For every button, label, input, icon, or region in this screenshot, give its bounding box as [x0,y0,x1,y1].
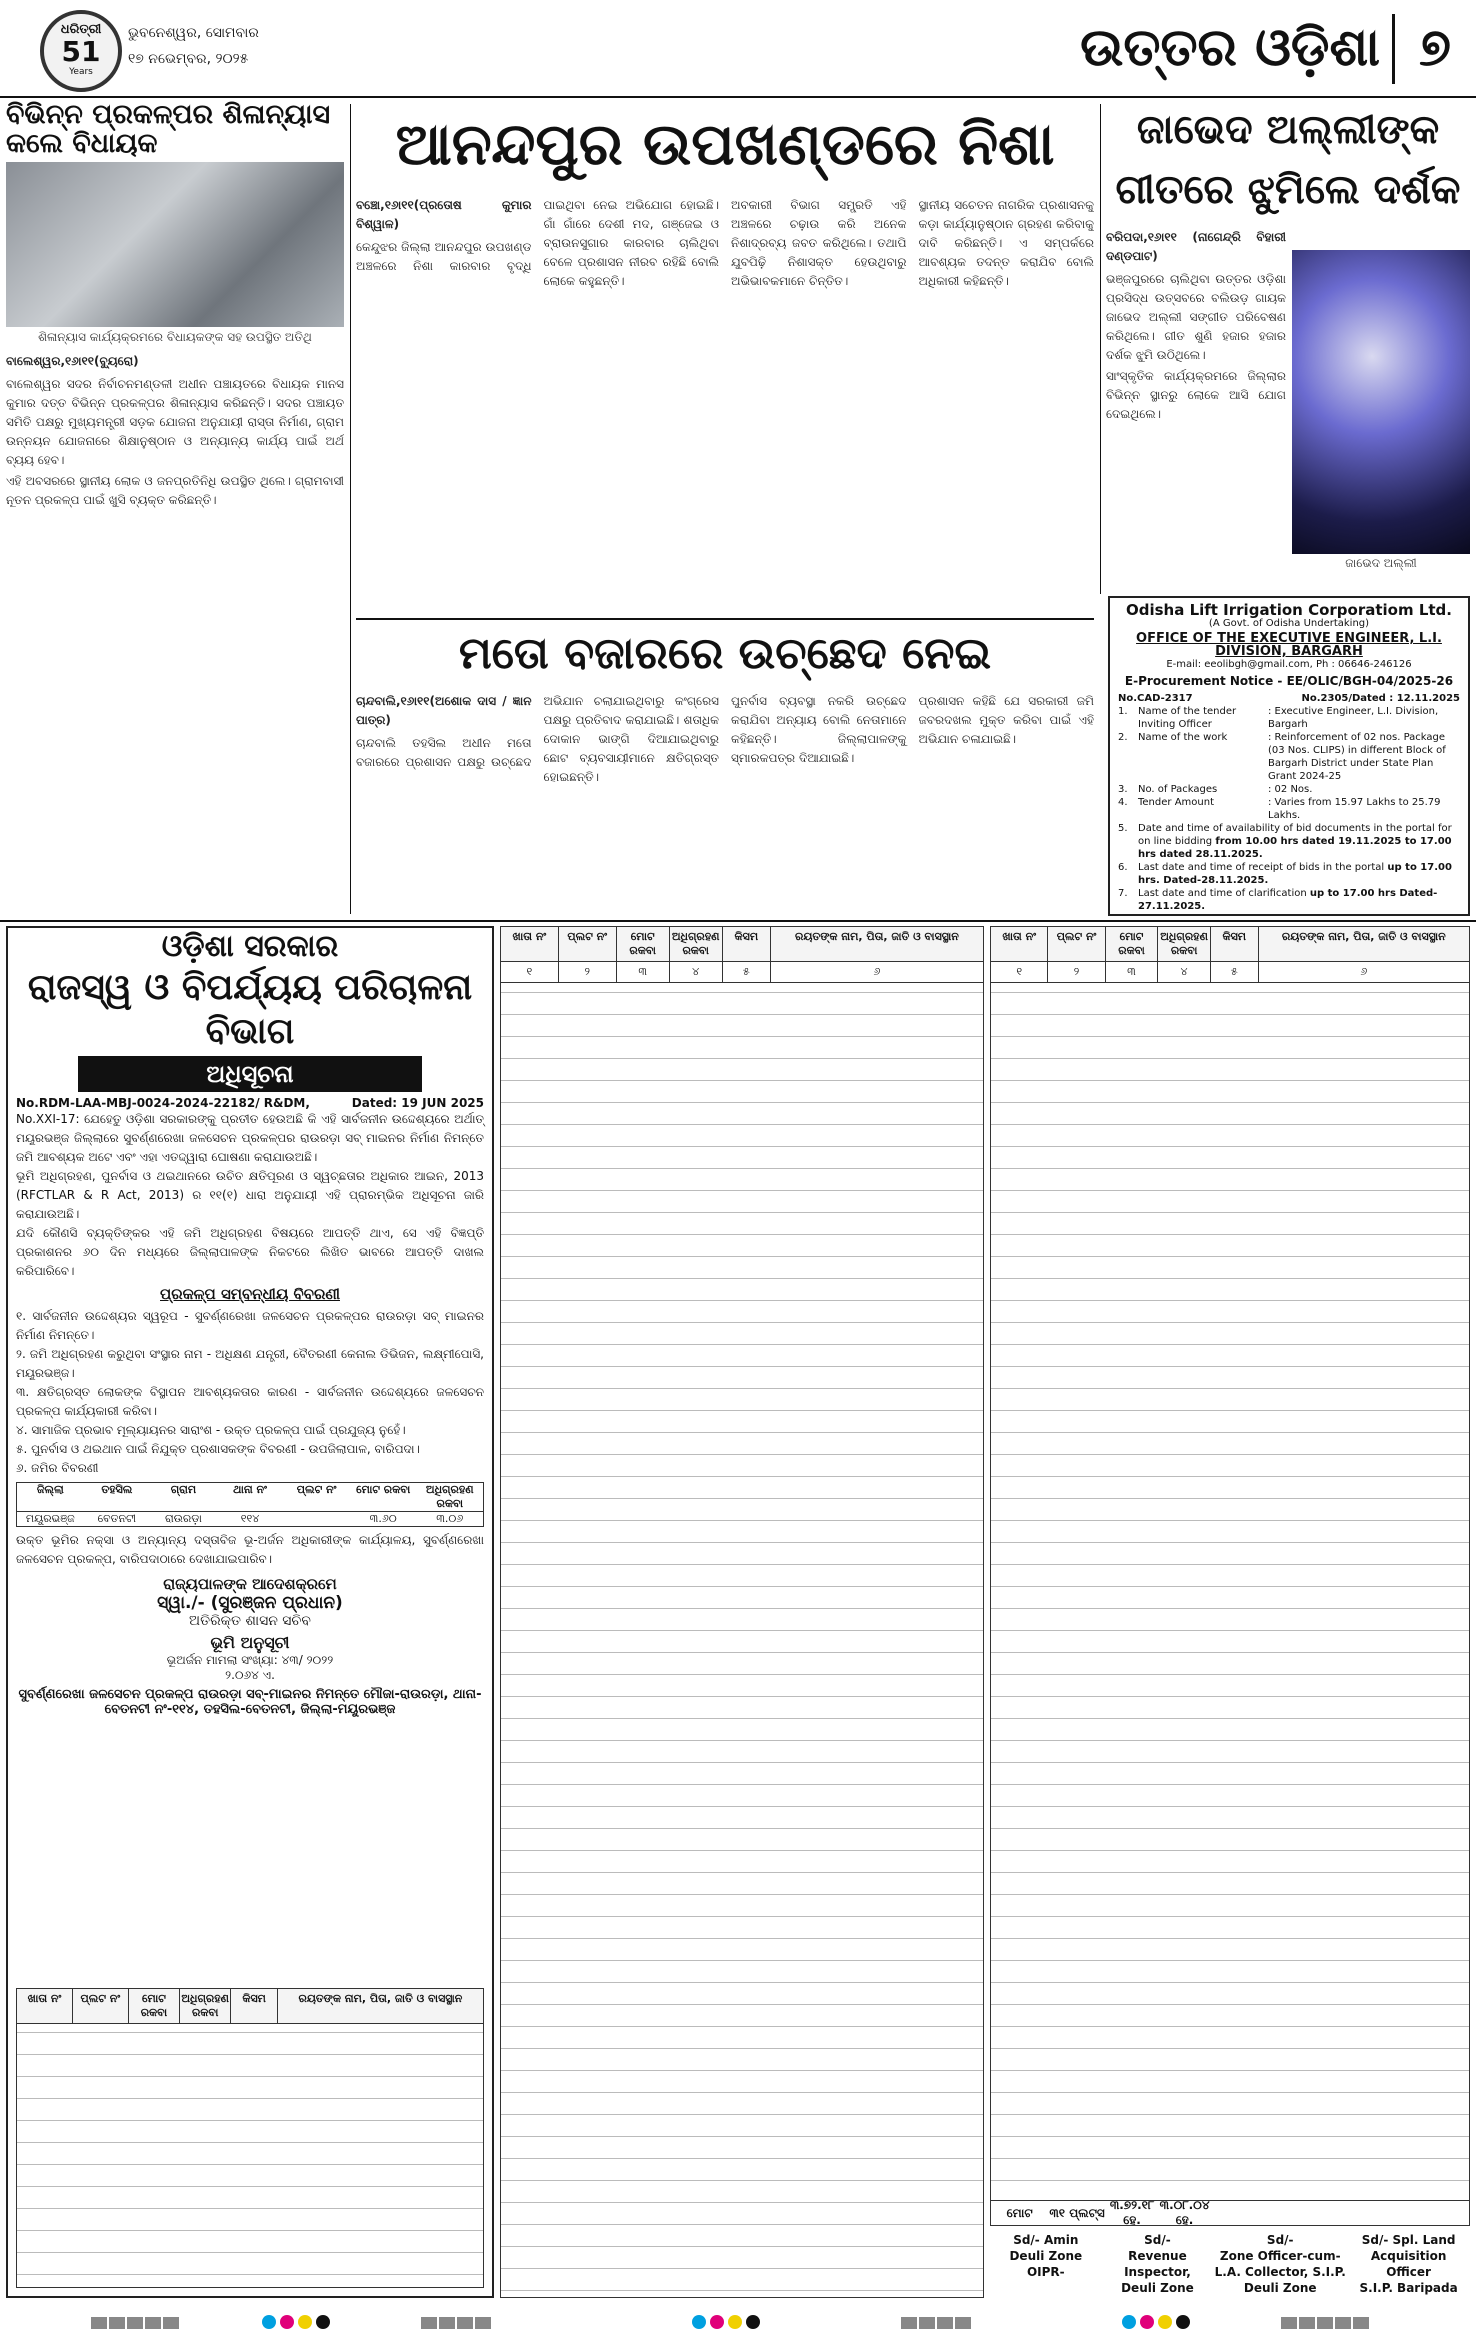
govt-notice [6,926,494,2298]
registration-dots [260,2314,360,2332]
order-line: ରାଜ୍ୟପାଳଙ୍କ ଆଦେଶକ୍ରମେ [163,1575,337,1593]
land-table-colnums: ୧ ୨ ୩ ୪ ୫ ୬ [991,962,1469,983]
tender-row: 5. Date and time of availability of bid documents in the portal for on line bidding from 10.00 hrs dated 19.11.2025 to 17.00 hrs dated 28.11.2025. [1118,823,1452,860]
logo-word: ଧରିତ୍ରୀ [60,22,102,37]
notice-para: No.XXI-17: ଯେହେତୁ ଓଡ଼ିଶା ସରକାରଙ୍କୁ ପ୍ରତୀତ ହେଉଅଛି କି ଏହି ସାର୍ବଜନୀନ ଉଦ୍ଦେଶ୍ୟରେ ଅର୍ଥାତ୍ ମୟୂରଭଞ୍ଜ ଜିଲ୍ଲାରେ ସୁବର୍ଣ୍ଣରେଖା ଜଳସେଚନ ପ୍ରକଳ୍ପର ରାଉରଡ଼ା ସବ୍ ମାଇନର ନିର୍ମାଣ ନିମନ୍ତେ ଜମି ଆବଶ୍ୟକ ଅଟେ ଏବଂ ଏହା ଏତଦ୍ଦ୍ୱାରା ଘୋଷଣା କରାଯାଉଅଛି। [16,1112,484,1164]
tender-ref: No.CAD-2317 [1118,693,1193,704]
tender-row [1118,913,1460,916]
signature-zone-officer: Sd/- Zone Officer-cum- L.A. Collector, S.I.P. Deuli Zone [1214,2233,1346,2295]
case-no: ଭୂଅର୍ଜନ ମାମଲା ସଂଖ୍ୟା: ୪୩/ ୨୦୨୨ [166,1653,334,1667]
notice-item: ୩. କ୍ଷତିଗ୍ରସ୍ତ ଲୋକଙ୍କ ବିସ୍ଥାପନ ଆବଶ୍ୟକତାର କାରଣ - ସାର୍ବଜନୀନ ଉଦ୍ଦେଶ୍ୟରେ ଜଳସେଚନ ପ୍ରକଳ୍ପ କାର୍ଯ୍ୟକାରୀ କରିବା। [16,1385,484,1418]
land-table-head: ଖାତା ନଂ ପ୍ଲଟ ନଂ ମୋଟ ରକବା ଅଧିଗ୍ରହଣ ରକବା କିସମ ରୟତଙ୍କ ନାମ, ପିତା, ଜାତି ଓ ବାସସ୍ଥାନ [991,927,1469,962]
registration-dot [1122,2315,1136,2329]
page-section-name: ଉତ୍ତର ଓଡ଼ିଶା [1080,18,1380,78]
registration-dots [1120,2314,1220,2332]
notice-item: ୨. ଜମି ଅଧିଗ୍ରହଣ କରୁଥିବା ସଂସ୍ଥାର ନାମ - ଅଧିକ୍ଷଣ ଯନ୍ତ୍ରୀ, ବୈତରଣୀ କେନାଲ ଡିଭିଜନ, ଲକ୍ଷ୍ମୀପୋସି, ମୟୂରଭଞ୍ଜ। [16,1347,484,1380]
registration-bars-right [1280,2314,1440,2332]
page-number: ୭ [1419,18,1451,78]
story1-byline: ବାଲେଶ୍ୱର,୧୬ା୧୧(ବ୍ୟୁରୋ) [6,354,139,368]
tender-notice [1108,596,1470,916]
notice-item: ୬. ଜମିର ବିବରଣୀ [16,1461,99,1475]
notice-date: Dated: 19 JUN 2025 [351,1096,484,1110]
land-table-1 [16,1988,484,2288]
signature-ri: Sd/- Revenue Inspector, Deuli Zone [1121,2233,1194,2295]
notice-item: ୫. ପୁନର୍ବାସ ଓ ଥଇଥାନ ପାଇଁ ନିଯୁକ୍ତ ପ୍ରଶାସକଙ୍କ ବିବରଣୀ - ଉପଜିଲାପାଳ, ବାରିପଦା। [16,1442,420,1456]
registration-dot [1158,2315,1172,2329]
section-title: ପ୍ରକଳ୍ପ ସମ୍ବନ୍ଧୀୟ ବିବରଣୀ [160,1285,340,1303]
land-table-3 [990,926,1470,2226]
tender-org-sub: (A Govt. of Odisha Undertaking) [1208,618,1370,629]
tender-office: OFFICE OF THE EXECUTIVE ENGINEER, L.I. DIVISION, BARGARH [1136,631,1442,659]
place-day: ଭୁବନେଶ୍ୱର, ସୋମବାର [128,25,259,41]
land-table-head: ଖାତା ନଂ ପ୍ଲଟ ନଂ ମୋଟ ରକବା ଅଧିଗ୍ରହଣ ରକବା କିସମ ରୟତଙ୍କ ନାମ, ପିତା, ଜାତି ଓ ବାସସ୍ଥାନ [17,1989,483,2024]
story4-headline: ମତୋ ବଜାରରେ ଉଚ୍ଛେଦ ନେଇ [458,628,992,679]
story4-body [356,692,1094,912]
land-table-total: ମୋଟ ୩୧ ପ୍ଲଟ୍ସ ୩.୭୨.୧୮ ହେ. ୩.୦୮.୦୪ ହେ. [991,2200,1469,2225]
land-table-head: ଖାତା ନଂ ପ୍ଲଟ ନଂ ମୋଟ ରକବା ଅଧିଗ୍ରହଣ ରକବା କିସମ ରୟତଙ୍କ ନାମ, ପିତା, ଜାତି ଓ ବାସସ୍ଥାନ [501,927,983,962]
registration-dot [280,2315,294,2329]
story4-byline: ଚାନ୍ଦବାଲି,୧୬ା୧୧(ଅଶୋକ ଦାସ / ଜ୍ଞାନ ପାତ୍ର) [356,694,532,727]
notice-para: ଯଦି କୌଣସି ବ୍ୟକ୍ତିଙ୍କର ଏହି ଜମି ଅଧିଗ୍ରହଣ ବିଷୟରେ ଆପତ୍ତି ଥାଏ, ସେ ଏହି ବିଜ୍ଞପ୍ତି ପ୍ରକାଶନର ୬୦ ଦିନ ମଧ୍ୟରେ ଜିଲ୍ଲାପାଳଙ୍କ ନିକଟରେ ଲିଖିତ ଭାବରେ ଆପତ୍ତି ଦାଖଲ କରିପାରିବେ। [16,1226,484,1278]
story3-headline: ଜାଭେଦ ଅଲ୍ଲୀଙ୍କ ଗୀତରେ ଝୁମିଲେ ଦର୍ଶକ [1115,107,1461,213]
notice-ref-row [16,1096,484,1110]
story3-para: ଭଞ୍ଜପୁରରେ ଚାଲିଥିବା ଉତ୍ତର ଓଡ଼ିଶା ପ୍ରସିଦ୍ଧ ଉତ୍ସବରେ ବଲିଉଡ଼ ଗାୟକ ଜାଭେଦ ଅଲ୍ଲୀ ସଙ୍ଗୀତ ପରିବେଷଣ କରିଥିଲେ। ଗୀତ ଶୁଣି ହଜାର ହଜାର ଦର୍ଶକ ଝୁମି ଉଠିଥିଲେ। [1106,272,1286,362]
registration-dot [298,2315,312,2329]
registration-bars [420,2314,560,2332]
logo-number: 51 [61,35,101,68]
notice-para: ଭୂମି ଅଧିଗ୍ରହଣ, ପୁନର୍ବାସ ଓ ଥଇଥାନରେ ଉଚିତ କ୍ଷତିପୂରଣ ଓ ସ୍ୱଚ୍ଛତାର ଅଧିକାର ଆଇନ, 2013 (RFCTLAR & R Act, 2013) ର ୧୧(୧) ଧାରା ଅନୁଯାୟୀ ଏହି ପ୍ରାରମ୍ଭିକ ଅଧିସୂଚନା ଜାରି କରାଯାଉଅଛି। [16,1169,484,1221]
masthead-logo [40,10,122,92]
land-table-colnums: ୧ ୨ ୩ ୪ ୫ ୬ [501,962,983,983]
story1-body [6,352,344,914]
story3-caption: ଜାଭେଦ ଅଲ୍ଲୀ [1345,556,1417,570]
registration-dot [1176,2315,1190,2329]
notice-closing: ଉକ୍ତ ଭୂମିର ନକ୍ସା ଓ ଅନ୍ୟାନ୍ୟ ଦସ୍ତାବିଜ ଭୂ-ଅର୍ଜନ ଅଧିକାରୀଙ୍କ କାର୍ଯ୍ୟାଳୟ, ସୁବର୍ଣ୍ଣରେଖା ଜଳସେଚନ ପ୍ରକଳ୍ପ, ବାରିପଦାଠାରେ ଦେଖାଯାଇପାରିବ। [16,1533,484,1566]
section-rule [0,920,1476,922]
story2-byline: ବଞ୍ଚୋ,୧୬ା୧୧(ପ୍ରତୋଷ କୁମାର ବିଶ୍ୱାଳ) [356,198,532,231]
story2-body [356,196,1094,616]
designation: ଅତିରିକ୍ତ ଶାସନ ସଚିବ [189,1613,311,1629]
tender-row: 7. Last date and time of clarification up to 17.00 hrs Dated-27.11.2025. [1118,888,1438,912]
registration-bars [900,2314,1040,2332]
story4-para: ଚାନ୍ଦବାଲି ତହସିଲ ଅଧୀନ ମତୋ ବଜାରରେ ପ୍ରଶାସନ ପକ୍ଷରୁ ଉଚ୍ଛେଦ ଅଭିଯାନ ଚଲାଯାଇଥିବାରୁ କଂଗ୍ରେସ ପକ୍ଷରୁ ପ୍ରତିବାଦ କରାଯାଇଛି। ଶତାଧିକ ଦୋକାନ ଭାଙ୍ଗି ଦିଆଯାଇଥିବାରୁ ଛୋଟ ବ୍ୟବସାୟୀମାନେ କ୍ଷତିଗ୍ରସ୍ତ ହୋଇଛନ୍ତି। [356,694,719,784]
story1-photo [6,162,344,327]
registration-dot [316,2315,330,2329]
masthead-divider [1392,14,1395,84]
date: ୧୭ ନଭେମ୍ବର, ୨୦୨୫ [128,51,249,67]
registration-dot [1140,2315,1154,2329]
case-area: ୨.୦୬୪ ଏ. [225,1668,275,1682]
signature-spl-officer: Sd/- Spl. Land Acquisition Officer S.I.P. Baripada [1359,2233,1458,2295]
tender-ref-row [1118,692,1460,705]
summary-head: ଜିଲ୍ଲା ତହସିଲ ଗ୍ରାମ ଥାନା ନଂ ପ୍ଲଟ ନଂ ମୋଟ ରକବା ଅଧିଗ୍ରହଣ ରକବା [17,1483,483,1512]
story-rule [356,618,1094,620]
registration-dot [262,2315,276,2329]
story2-headline: ଆନନ୍ଦପୁର ଉପଖଣ୍ଡରେ ନିଶା [395,110,1055,178]
column-rule [1100,104,1101,594]
tender-row: 2. Name of the work : Reinforcement of 02 nos. Package (03 Nos. CLIPS) in different Block of Bargarh District under State Plan Grant 2024-25 [1118,732,1446,782]
schedule-caption: ସୁବର୍ଣ୍ଣରେଖା ଜଳସେଚନ ପ୍ରକଳ୍ପ ରାଉରଡ଼ା ସବ୍-ମାଇନର ନିମନ୍ତେ ମୌଜା-ରାଉରଡ଼ା, ଥାନା-ବେତନଟୀ ନଂ-୧୧୪, ତହସିଲ-ବେତନଟୀ, ଜିଲ୍ଲା-ମୟୂରଭଞ୍ଜ [18,1687,482,1717]
story1-caption: ଶିଳାନ୍ୟାସ କାର୍ଯ୍ୟକ୍ରମରେ ବିଧାୟକଙ୍କ ସହ ଉପସ୍ଥିତ ଅତିଥି [38,330,312,344]
schedule-title: ଭୂମି ଅନୁସୂଚୀ [210,1633,290,1652]
notice-item: ୪. ସାମାଜିକ ପ୍ରଭାବ ମୂଲ୍ୟାୟନର ସାରାଂଶ - ଉକ୍ତ ପ୍ରକଳ୍ପ ପାଇଁ ପ୍ରଯୁଜ୍ୟ ନୁହେଁ। [16,1423,406,1437]
tender-contact: E-mail: eeolibgh@gmail.com, Ph : 06646-246126 [1166,659,1412,670]
land-table-2 [500,926,984,2298]
registration-dot [746,2315,760,2329]
story3-photo [1292,250,1470,554]
story3-body [1106,228,1286,594]
signature-amin: Sd/- Amin Deuli Zone OIPR- [1009,2233,1083,2279]
story3-para: ସାଂସ୍କୃତିକ କାର୍ଯ୍ୟକ୍ରମରେ ଜିଲ୍ଲାର ବିଭିନ୍ନ ସ୍ଥାନରୁ ଲୋକେ ଆସି ଯୋଗ ଦେଇଥିଲେ। [1106,369,1286,421]
registration-dot [692,2315,706,2329]
dept-title: ରାଜସ୍ୱ ଓ ବିପର୍ଯ୍ୟୟ ପରିଚାଳନା ବିଭାଗ [27,967,473,1052]
story2-para: ସ୍ଥାନୀୟ ସଚେତନ ନାଗରିକ ପ୍ରଶାସନକୁ କଡ଼ା କାର୍ଯ୍ୟାନୁଷ୍ଠାନ ଗ୍ରହଣ କରିବାକୁ ଦାବି କରିଛନ୍ତି। ଏ ସମ୍ପର୍କରେ ଆବଶ୍ୟକ ତଦନ୍ତ କରାଯିବ ବୋଲି ଅଧିକାରୀ କହିଛନ୍ତି। [918,198,1094,288]
notice-ref: No.RDM-LAA-MBJ-0024-2024-22182/ R&DM, [16,1096,310,1110]
story2-para: ଅବକାରୀ ବିଭାଗ ସମ୍ପ୍ରତି ଏହି ଅଞ୍ଚଳରେ ଚଢ଼ାଉ କରି ଅନେକ ନିଶାଦ୍ରବ୍ୟ ଜବତ କରିଥିଲେ। ତଥାପି ଯୁବପିଢ଼ି ନିଶାସକ୍ତ ହେଉଥିବାରୁ ଅଭିଭାବକମାନେ ଚିନ୍ତିତ। [731,198,907,288]
land-summary-table [16,1482,484,1527]
tender-no-dated: No.2305/Dated : 12.11.2025 [1301,693,1460,704]
summary-row: ମୟୂରଭଞ୍ଜ ବେତନଟୀ ରାଉରଡ଼ା ୧୧୪ ୩.୬୦ ୩.୦୬ [25,1512,464,1525]
story1-para: ଏହି ଅବସରରେ ସ୍ଥାନୀୟ ଲୋକ ଓ ଜନପ୍ରତିନିଧି ଉପସ୍ଥିତ ଥିଲେ। ଗ୍ରାମବାସୀ ନୂତନ ପ୍ରକଳ୍ପ ପାଇଁ ଖୁସି ବ୍ୟକ୍ତ କରିଛନ୍ତି। [6,474,344,507]
signatory: ସ୍ୱା./- (ସୁରଞ୍ଜନ ପ୍ରଧାନ) [157,1593,343,1613]
signature-row [990,2232,1470,2298]
notice-item: ୧. ସାର୍ବଜନୀନ ଉଦ୍ଦେଶ୍ୟର ସ୍ୱରୂପ - ସୁବର୍ଣ୍ଣରେଖା ଜଳସେଚନ ପ୍ରକଳ୍ପର ରାଉରଡ଼ା ସବ୍ ମାଇନର ନିର୍ମାଣ ନିମନ୍ତେ। [16,1309,484,1342]
adhisuchana-bar: ଅଧିସୂଚନା [78,1056,422,1092]
tender-notice-no: E-Procurement Notice - EE/OLIC/BGH-04/2025-26 [1124,674,1454,688]
story1-para: ବାଲେଶ୍ୱର ସଦର ନିର୍ବାଚନମଣ୍ଡଳୀ ଅଧୀନ ପଞ୍ଚାୟତରେ ବିଧାୟକ ମାନସ କୁମାର ଦତ୍ତ ବିଭିନ୍ନ ପ୍ରକଳ୍ପର ଶିଳାନ୍ୟାସ କରିଛନ୍ତି। ସଦର ପଞ୍ଚାୟତ ସମିତି ପକ୍ଷରୁ ମୁଖ୍ୟମନ୍ତ୍ରୀ ସଡ଼କ ଯୋଜନା ଅନୁଯାୟୀ ରାସ୍ତା ନିର୍ମାଣ, ଗ୍ରାମ ଉନ୍ନୟନ ଯୋଜନାରେ ଶିକ୍ଷାନୁଷ୍ଠାନ ଓ ଅନ୍ୟାନ୍ୟ କାର୍ଯ୍ୟ ପାଇଁ ଅର୍ଥ ବ୍ୟୟ ହେବ। [6,377,344,467]
tender-row: 3. No. of Packages : 02 Nos. [1118,784,1313,795]
story4-para: ପୁନର୍ବାସ ବ୍ୟବସ୍ଥା ନକରି ଉଚ୍ଛେଦ କରାଯିବା ଅନ୍ୟାୟ ବୋଲି ନେତାମାନେ କହିଛନ୍ତି। ଜିଲ୍ଲାପାଳଙ୍କୁ ସ୍ମାରକପତ୍ର ଦିଆଯାଇଛି। [731,694,907,765]
masthead-rule [0,96,1476,98]
story4-para: ପ୍ରଶାସନ କହିଛି ଯେ ସରକାରୀ ଜମି ଜବରଦଖଲ ମୁକ୍ତ କରିବା ପାଇଁ ଏହି ଅଭିଯାନ ଚଳାଯାଇଛି। [918,694,1094,746]
story3-byline: ବରିପଦା,୧୬ା୧୧ (ନାଗେନ୍ଦ୍ରି ବିହାରୀ ଦଣ୍ଡପାଟ) [1106,230,1286,263]
tender-org: Odisha Lift Irrigation Corporatiom Ltd. [1125,601,1452,619]
tender-row: 6. Last date and time of receipt of bids in the portal up to 17.00 hrs. Dated-28.11.2025. [1118,862,1452,886]
gov-title: ଓଡ଼ିଶା ସରକାର [161,929,339,964]
registration-dots [690,2314,790,2332]
story1-headline: ବିଭିନ୍ନ ପ୍ରକଳ୍ପର ଶିଳାନ୍ୟାସ କଲେ ବିଧାୟକ [6,100,331,158]
tender-row: 4. Tender Amount : Varies from 15.97 Lakhs to 25.79 Lakhs. [1118,797,1441,821]
column-rule [350,104,351,914]
issue-date [128,20,348,80]
registration-dot [710,2315,724,2329]
logo-years: Years [69,67,93,77]
registration-dot [728,2315,742,2329]
story2-para: କେନ୍ଦୁଝର ଜିଲ୍ଲା ଆନନ୍ଦପୁର ଉପଖଣ୍ଡ ଅଞ୍ଚଳରେ ନିଶା କାରବାର ବୃଦ୍ଧି ପାଇଥିବା ନେଇ ଅଭିଯୋଗ ହୋଇଛି। ଗାଁ ଗାଁରେ ଦେଶୀ ମଦ, ଗଞ୍ଜେଇ ଓ ବ୍ରାଉନସୁଗାର କାରବାର ଚାଲିଥିବା ବେଳେ ପ୍ରଶାସନ ନୀରବ ରହିଛି ବୋଲି ଲୋକେ କହୁଛନ୍ତି। [356,198,719,288]
tender-row: 1. Name of the tender Inviting Officer : Executive Engineer, L.I. Division, Bargarh [1118,706,1439,730]
